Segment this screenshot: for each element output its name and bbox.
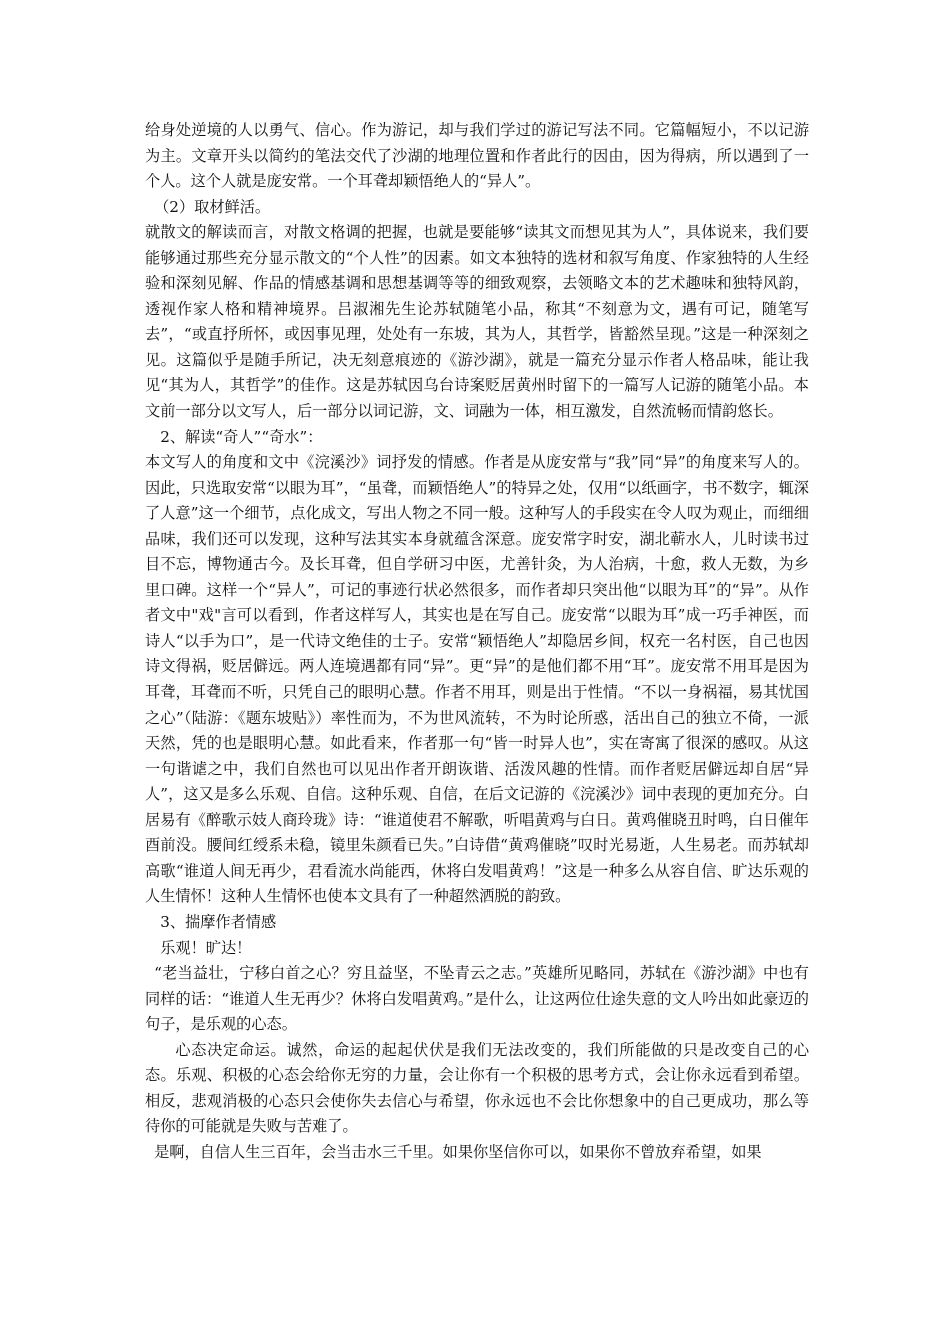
paragraph-prose-reading: 就散文的解读而言，对散文格调的把握，也就是要能够“读其文而想见其为人”，具体说来，我们要能够通过那些充分显示散文的“个人性”的因素。如文本独特的选材和叙写角度、作家独特的人生经验和深刻见解、作品的情感基调和思想基调等等的细致观察，去领略文本的艺术趣味和独特风韵，透视作家人格和精神境界。吕淑湘先生论苏轼随笔小品，称其“不刻意为文，遇有可记，随笔写去”，“或直抒所怀，或因事见理，处处有一东坡，其为人，其哲学，皆豁然呈现。”这是一种深刻之见。这篇似乎是随手所记，决无刻意痕迹的《游沙湖》，就是一篇充分显示作者人格品味，能让我见“其为人，其哲学”的佳作。这是苏轼因乌台诗案贬居黄州时留下的一篇写人记游的随笔小品。本文前一部分以文写人，后一部分以词记游，文、词融为一体，相互激发，自然流畅而情韵悠长。 [145,223,809,421]
heading-interpret: 2、解读“奇人”“奇水”： [160,427,323,446]
paragraph-optimism: 乐观！旷达！ [160,938,252,957]
document-page [145,118,809,1165]
paragraph-intro: 给身处逆境的人以勇气、信心。作为游记，却与我们学过的游记写法不同。它篇幅短小，不以记游为主。文章开头以简约的笔法交代了沙湖的地理位置和作者此行的因由，因为得病，所以遇到了一个人。这个人就是庞安常。一个耳聋却颖悟绝人的“异人”。 [145,121,809,191]
paragraph-quote: “老当益壮，宁移白首之心？穷且益坚，不坠青云之志。”英雄所见略同，苏轼在《游沙湖》中也有同样的话：“谁道人生无再少？休将白发唱黄鸡。”是什么，让这两位仕途失意的文人吟出如此豪迈的句子，是乐观的心态。 [145,964,809,1034]
paragraph-confidence: 是啊，自信人生三百年，会当击水三千里。如果你坚信你可以，如果你不曾放弃希望，如果 [154,1142,762,1161]
paragraph-analysis: 本文写人的角度和文中《浣溪沙》词抒发的情感。作者是从庞安常与“我”同“异”的角度来写人的。因此，只选取安常“以眼为耳”，“虽聋，而颖悟绝人”的特异之处，仅用“以纸画字，书不数字，辄深了人意”这一个细节，点化成文，写出人物之不同一般。这种写人的手段实在令人叹为观止，而细细品味，我们还可以发现，这种写法其实本身就蕴含深意。庞安常字时安，湖北蕲水人，儿时读书过目不忘，博物通古今。及长耳聋，但自学研习中医，尤善针灸，为人治病，十愈，救人无数，为乡里口碑。这样一个“异人”，可记的事迹行状必然很多，而作者却只突出他“以眼为耳”的“异”。从作者文中"戏"言可以看到，作者这样写人，其实也是在写自己。庞安常“以眼为耳”成一巧手神医，而诗人“以手为口”，是一代诗文绝佳的士子。安常“颖悟绝人”却隐居乡间，权充一名村医，自己也因诗文得祸，贬居僻远。两人连境遇都有同“异”。更“异”的是他们都不用“耳”。庞安常不用耳是因为耳聋，耳聋而不听，只凭自己的眼明心慧。作者不用耳，则是出于性情。“不以一身祸福，易其忧国之心”（陆游：《题东坡贴》）率性而为，不为世风流转，不为时论所惑，活出自己的独立不倚，一派天然，凭的也是眼明心慧。如此看来，作者那一句“皆一时异人也”，实在寄寓了很深的感叹。从这一句谐谑之中，我们自然也可以见出作者开朗诙谐、活泼风趣的性情。而作者贬居僻远却自居“异人”，这又是多么乐观、自信。这种乐观、自信，在后文记游的《浣溪沙》词中表现的更加充分。白居易有《醉歌示妓人商玲珑》诗：“谁道使君不解歌，听唱黄鸡与白日。黄鸡催晓丑时鸣，白日催年酉前没。腰间红绶系未稳，镜里朱颜看已失。”白诗借“黄鸡催晓”叹时光易逝，人生易老。而苏轼却高歌“谁道人间无再少，君看流水尚能西，休将白发唱黄鸡！”这是一种多么从容自信、旷达乐观的人生情怀！这种人生情怀也使本文具有了一种超然洒脱的韵致。 [145,453,809,906]
paragraph-mindset: 心态决定命运。诚然，命运的起起伏伏是我们无法改变的，我们所能做的只是改变自己的心态。乐观、积极的心态会给你无穷的力量，会让你有一个积极的思考方式，会让你永远看到希望。相反，悲观消极的心态只会使你失去信心与希望，你永远也不会比你想象中的自己更成功，那么等待你的可能就是失败与苦难了。 [145,1040,809,1136]
heading-emotion: 3、揣摩作者情感 [160,912,277,931]
heading-material: （2）取材鲜活。 [154,197,271,216]
